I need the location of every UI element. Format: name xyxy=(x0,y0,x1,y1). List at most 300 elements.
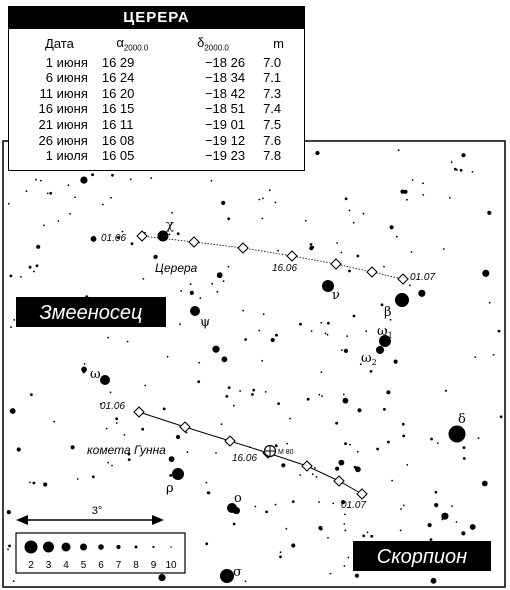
m80-cluster-icon xyxy=(265,446,276,457)
field-star xyxy=(307,398,310,401)
row-mag: 7.0 xyxy=(263,54,282,70)
field-star xyxy=(381,303,384,306)
field-star xyxy=(26,190,28,192)
field-star xyxy=(335,467,339,471)
field-star xyxy=(292,500,295,503)
field-star xyxy=(286,443,288,445)
legend-label: 3 xyxy=(45,560,52,571)
field-star xyxy=(463,457,466,460)
field-star xyxy=(367,532,369,534)
field-star xyxy=(386,390,390,394)
field-star xyxy=(106,428,108,430)
field-star xyxy=(316,476,318,478)
field-star xyxy=(289,418,291,420)
row-alpha: 16 24 xyxy=(101,70,135,86)
field-star xyxy=(199,297,201,299)
magnitude-legend xyxy=(16,533,185,573)
field-star xyxy=(370,535,373,538)
field-star xyxy=(362,534,365,537)
field-star xyxy=(343,398,349,404)
field-star xyxy=(261,218,263,220)
field-star xyxy=(275,202,277,204)
field-star xyxy=(487,211,491,215)
legend-dot xyxy=(170,546,172,548)
field-star xyxy=(474,356,476,358)
field-star xyxy=(472,171,474,173)
field-star xyxy=(205,542,208,545)
field-star xyxy=(43,225,45,227)
field-star xyxy=(277,250,279,252)
label-beta: β xyxy=(384,305,392,320)
field-star xyxy=(403,505,405,507)
field-star xyxy=(500,415,503,418)
ophiuchus-label: Змееносец xyxy=(39,302,143,324)
field-star xyxy=(321,395,323,397)
field-star xyxy=(482,481,488,487)
field-star xyxy=(344,514,346,516)
field-star xyxy=(239,390,241,392)
legend-dot xyxy=(98,544,104,550)
field-star xyxy=(29,482,31,484)
ephemeris-row xyxy=(27,148,304,164)
field-star xyxy=(311,330,313,332)
field-star xyxy=(116,422,118,424)
comet-end-date: 01.07 xyxy=(341,500,367,511)
field-star xyxy=(13,580,15,582)
star-omega xyxy=(100,375,110,385)
field-star xyxy=(275,444,278,447)
row-date: 16 июня xyxy=(38,101,88,117)
ephemeris-row xyxy=(27,101,304,117)
field-star xyxy=(10,275,13,278)
field-star xyxy=(33,482,36,485)
field-star xyxy=(312,473,314,475)
field-star xyxy=(171,212,173,214)
field-star xyxy=(35,179,37,181)
field-star xyxy=(40,180,42,182)
row-date: 1 июня xyxy=(45,54,88,70)
field-star xyxy=(30,393,33,396)
field-star xyxy=(400,530,402,532)
field-star xyxy=(390,225,394,229)
field-star xyxy=(412,179,414,181)
field-star xyxy=(348,270,351,273)
ophiuchus-label-box xyxy=(16,297,166,327)
legend-dot xyxy=(62,543,71,552)
field-star xyxy=(187,451,189,453)
field-star xyxy=(461,531,465,535)
field-star xyxy=(265,391,267,393)
field-star xyxy=(215,452,217,454)
field-star xyxy=(341,349,343,351)
field-star xyxy=(217,291,219,293)
row-mag: 7.4 xyxy=(263,101,282,117)
field-star xyxy=(391,480,393,482)
legend-label: 10 xyxy=(165,560,177,571)
field-star xyxy=(445,390,447,392)
field-star xyxy=(305,220,307,222)
row-delta: −19 23 xyxy=(204,148,246,164)
row-delta: −18 26 xyxy=(204,54,246,70)
label-omicron: o xyxy=(234,491,242,506)
field-star xyxy=(10,326,12,328)
field-star xyxy=(111,174,114,177)
field-star xyxy=(7,548,9,550)
field-star xyxy=(363,213,365,215)
field-star xyxy=(430,438,433,441)
field-star xyxy=(327,537,329,539)
field-star xyxy=(320,322,322,324)
field-star xyxy=(336,242,338,244)
field-star xyxy=(383,266,385,268)
field-star xyxy=(107,337,109,339)
label-omega: ω xyxy=(90,367,101,382)
ceres-name: Церера xyxy=(155,261,198,275)
field-star xyxy=(158,574,165,581)
field-star xyxy=(353,315,356,318)
field-star xyxy=(144,385,146,387)
field-star xyxy=(36,245,40,249)
field-star xyxy=(169,456,175,462)
field-star xyxy=(327,322,330,325)
field-star xyxy=(431,578,437,584)
field-star xyxy=(258,330,260,332)
row-delta: −18 34 xyxy=(204,70,246,86)
row-date: 6 июня xyxy=(45,70,88,86)
field-star xyxy=(339,460,345,466)
field-star xyxy=(74,196,76,198)
field-star xyxy=(110,392,112,394)
field-star xyxy=(357,255,360,258)
field-star xyxy=(332,503,334,505)
field-star xyxy=(82,371,85,374)
field-star xyxy=(275,334,278,337)
row-date: 1 июля xyxy=(45,148,88,164)
field-star xyxy=(154,256,157,259)
label-sigma: σ xyxy=(233,565,242,580)
field-star xyxy=(370,370,373,373)
field-star xyxy=(68,184,70,186)
field-star xyxy=(91,236,97,242)
field-star xyxy=(244,338,247,341)
field-star xyxy=(221,423,223,425)
field-star xyxy=(205,482,207,484)
field-star xyxy=(463,446,466,449)
field-star xyxy=(271,338,275,342)
field-star xyxy=(318,501,320,503)
field-star xyxy=(406,464,408,466)
row-mag: 7.3 xyxy=(263,85,282,101)
field-star xyxy=(29,266,32,269)
ephemeris-header-row xyxy=(27,35,304,55)
field-star xyxy=(349,210,351,212)
ephemeris-row xyxy=(27,70,304,86)
field-star xyxy=(409,284,411,286)
field-star xyxy=(285,528,287,530)
field-star xyxy=(265,511,268,514)
field-star xyxy=(443,248,445,250)
legend-label: 5 xyxy=(80,560,87,571)
field-star xyxy=(255,506,257,508)
field-star xyxy=(92,475,95,478)
field-star xyxy=(58,220,60,222)
field-star xyxy=(349,444,351,446)
field-star xyxy=(212,346,219,353)
field-star xyxy=(13,319,15,321)
field-star xyxy=(263,313,265,315)
legend-dot xyxy=(135,546,138,549)
field-star xyxy=(124,434,126,436)
label-rho: ρ xyxy=(166,481,174,496)
label-omega2: $\omega_2$ xyxy=(361,351,377,367)
row-mag: 7.8 xyxy=(263,148,282,164)
field-star xyxy=(402,435,405,438)
field-star xyxy=(71,445,75,449)
field-star xyxy=(252,389,255,392)
field-star xyxy=(470,524,476,530)
field-star xyxy=(261,360,263,362)
ephemeris-row xyxy=(27,86,304,102)
field-star xyxy=(225,395,228,398)
field-star xyxy=(311,246,314,249)
legend-label: 2 xyxy=(28,560,34,571)
field-star xyxy=(418,290,425,297)
ephemeris-table xyxy=(8,6,305,171)
row-delta: −19 12 xyxy=(204,132,246,148)
field-star xyxy=(84,363,86,365)
legend-dot xyxy=(43,542,54,553)
field-star xyxy=(357,451,359,453)
label-chi: χ xyxy=(166,218,174,233)
star-omega2 xyxy=(376,346,384,354)
field-star xyxy=(280,551,282,553)
field-star xyxy=(330,573,332,575)
field-star xyxy=(10,408,16,414)
field-star xyxy=(344,442,347,445)
field-star xyxy=(190,283,192,285)
header-delta: $\delta_{2000.0}$ xyxy=(197,35,229,53)
field-star xyxy=(197,380,200,383)
comet-start-date: 01.06 xyxy=(100,401,126,412)
field-star xyxy=(131,242,134,245)
field-star xyxy=(315,151,319,155)
scorpius-label-box xyxy=(353,541,491,571)
field-star xyxy=(335,422,338,425)
field-star xyxy=(128,458,131,461)
row-date: 21 июня xyxy=(38,116,88,132)
field-star xyxy=(251,393,254,396)
row-delta: −18 42 xyxy=(204,85,246,101)
field-star xyxy=(198,362,200,364)
field-star xyxy=(353,222,355,224)
header-mag: m xyxy=(273,36,284,52)
field-star xyxy=(169,234,171,236)
legend-dot xyxy=(152,546,154,548)
ephemeris-title: ЦЕРЕРА xyxy=(9,7,304,29)
field-star xyxy=(111,465,113,467)
label-omega1: $\omega_1$ xyxy=(377,324,393,340)
field-star xyxy=(47,193,49,195)
field-star xyxy=(221,201,225,205)
field-star xyxy=(355,574,359,578)
row-alpha: 16 20 xyxy=(101,85,135,101)
field-star xyxy=(69,213,71,215)
ephemeris-row xyxy=(27,55,304,71)
field-star xyxy=(269,189,271,191)
field-star xyxy=(478,437,480,439)
field-star xyxy=(281,463,285,467)
row-delta: −19 01 xyxy=(204,116,246,132)
field-star xyxy=(461,153,465,157)
row-alpha: 16 05 xyxy=(101,148,135,164)
field-star xyxy=(345,197,348,200)
field-star xyxy=(498,330,501,333)
field-star xyxy=(150,177,152,179)
field-star xyxy=(8,203,10,205)
star-sigma xyxy=(220,569,234,583)
field-star xyxy=(482,270,489,277)
field-star xyxy=(130,178,132,180)
label-nu: ν xyxy=(332,288,340,303)
field-star xyxy=(456,521,458,523)
row-alpha: 16 11 xyxy=(101,116,134,132)
field-star xyxy=(354,466,357,469)
field-star xyxy=(402,423,405,426)
field-star xyxy=(428,523,432,527)
field-star xyxy=(262,198,264,200)
field-star xyxy=(403,190,407,194)
field-star xyxy=(258,199,260,201)
field-star xyxy=(245,580,247,582)
field-star xyxy=(343,523,345,525)
ceres-end-date: 01.07 xyxy=(410,272,436,283)
field-star xyxy=(321,371,323,373)
label-delta: δ xyxy=(458,412,466,427)
field-star xyxy=(77,478,79,480)
field-star xyxy=(489,302,491,304)
field-star xyxy=(437,442,439,444)
field-star xyxy=(227,217,230,220)
field-star xyxy=(207,491,210,494)
field-star xyxy=(325,332,327,334)
row-mag: 7.6 xyxy=(263,132,282,148)
field-star xyxy=(357,408,361,412)
field-star xyxy=(233,523,236,526)
row-alpha: 16 29 xyxy=(101,54,135,70)
field-star xyxy=(242,310,244,312)
field-star xyxy=(211,180,213,182)
field-star xyxy=(422,182,424,184)
field-star xyxy=(365,330,367,332)
field-star xyxy=(318,394,320,396)
field-star xyxy=(102,204,104,206)
legend-label: 8 xyxy=(133,560,139,571)
field-star xyxy=(91,173,94,176)
field-star xyxy=(8,545,11,548)
field-star xyxy=(127,341,129,343)
field-star xyxy=(53,421,55,423)
field-star xyxy=(430,538,433,541)
field-star xyxy=(33,271,35,273)
star-beta xyxy=(395,293,409,307)
field-star xyxy=(398,149,400,151)
field-star xyxy=(310,243,313,246)
comet-mid-date: 16.06 xyxy=(232,453,258,464)
field-star xyxy=(177,232,180,235)
field-star xyxy=(228,266,230,268)
field-star xyxy=(434,503,438,507)
ceres-mid-date: 16.06 xyxy=(272,263,298,274)
field-star xyxy=(217,272,223,278)
legend-label: 6 xyxy=(98,560,104,571)
field-star xyxy=(441,519,443,521)
field-star xyxy=(344,565,346,567)
ephemeris-row xyxy=(27,117,304,133)
row-delta: −18 51 xyxy=(204,101,246,117)
field-star xyxy=(493,354,495,356)
field-star xyxy=(143,278,145,280)
field-star xyxy=(341,252,343,254)
field-star xyxy=(343,394,345,396)
ephemeris-grid xyxy=(27,35,304,164)
field-star xyxy=(20,276,22,278)
field-star xyxy=(223,280,225,282)
legend-label: 9 xyxy=(150,560,157,571)
field-star xyxy=(449,197,451,199)
legend-dot xyxy=(25,541,38,554)
field-star xyxy=(406,199,408,201)
field-star xyxy=(435,491,438,494)
field-star xyxy=(169,474,172,477)
field-star xyxy=(7,510,11,514)
row-date: 26 июня xyxy=(38,132,88,148)
ceres-start-date: 01.06 xyxy=(101,233,127,244)
field-star xyxy=(17,447,21,451)
star-psi xyxy=(190,306,200,316)
field-star xyxy=(346,335,348,337)
field-star xyxy=(348,557,350,559)
row-date: 11 июня xyxy=(39,85,88,101)
field-star xyxy=(222,356,228,362)
field-star xyxy=(80,177,87,184)
field-star xyxy=(454,168,457,171)
scorpius-label: Скорпион xyxy=(376,546,468,568)
field-star xyxy=(411,251,413,253)
legend-label: 7 xyxy=(115,560,122,571)
star-rho xyxy=(172,468,184,480)
legend-dot xyxy=(116,545,120,549)
field-star xyxy=(400,508,402,510)
field-star xyxy=(180,290,182,292)
field-star xyxy=(43,482,47,486)
field-star xyxy=(327,334,329,336)
field-star xyxy=(299,323,302,326)
field-star xyxy=(167,356,169,358)
field-star xyxy=(176,435,180,439)
header-date: Дата xyxy=(45,36,74,52)
field-star xyxy=(279,556,282,559)
label-psi: ψ xyxy=(200,315,211,330)
m80-label: М 80 xyxy=(278,449,294,456)
ephemeris-row xyxy=(27,133,304,149)
comet-name: комета Гунна xyxy=(87,443,166,457)
field-star xyxy=(179,323,181,325)
field-star xyxy=(376,448,379,451)
field-star xyxy=(451,505,453,507)
field-star xyxy=(163,408,166,411)
row-alpha: 16 08 xyxy=(101,132,135,148)
field-star xyxy=(277,402,280,405)
